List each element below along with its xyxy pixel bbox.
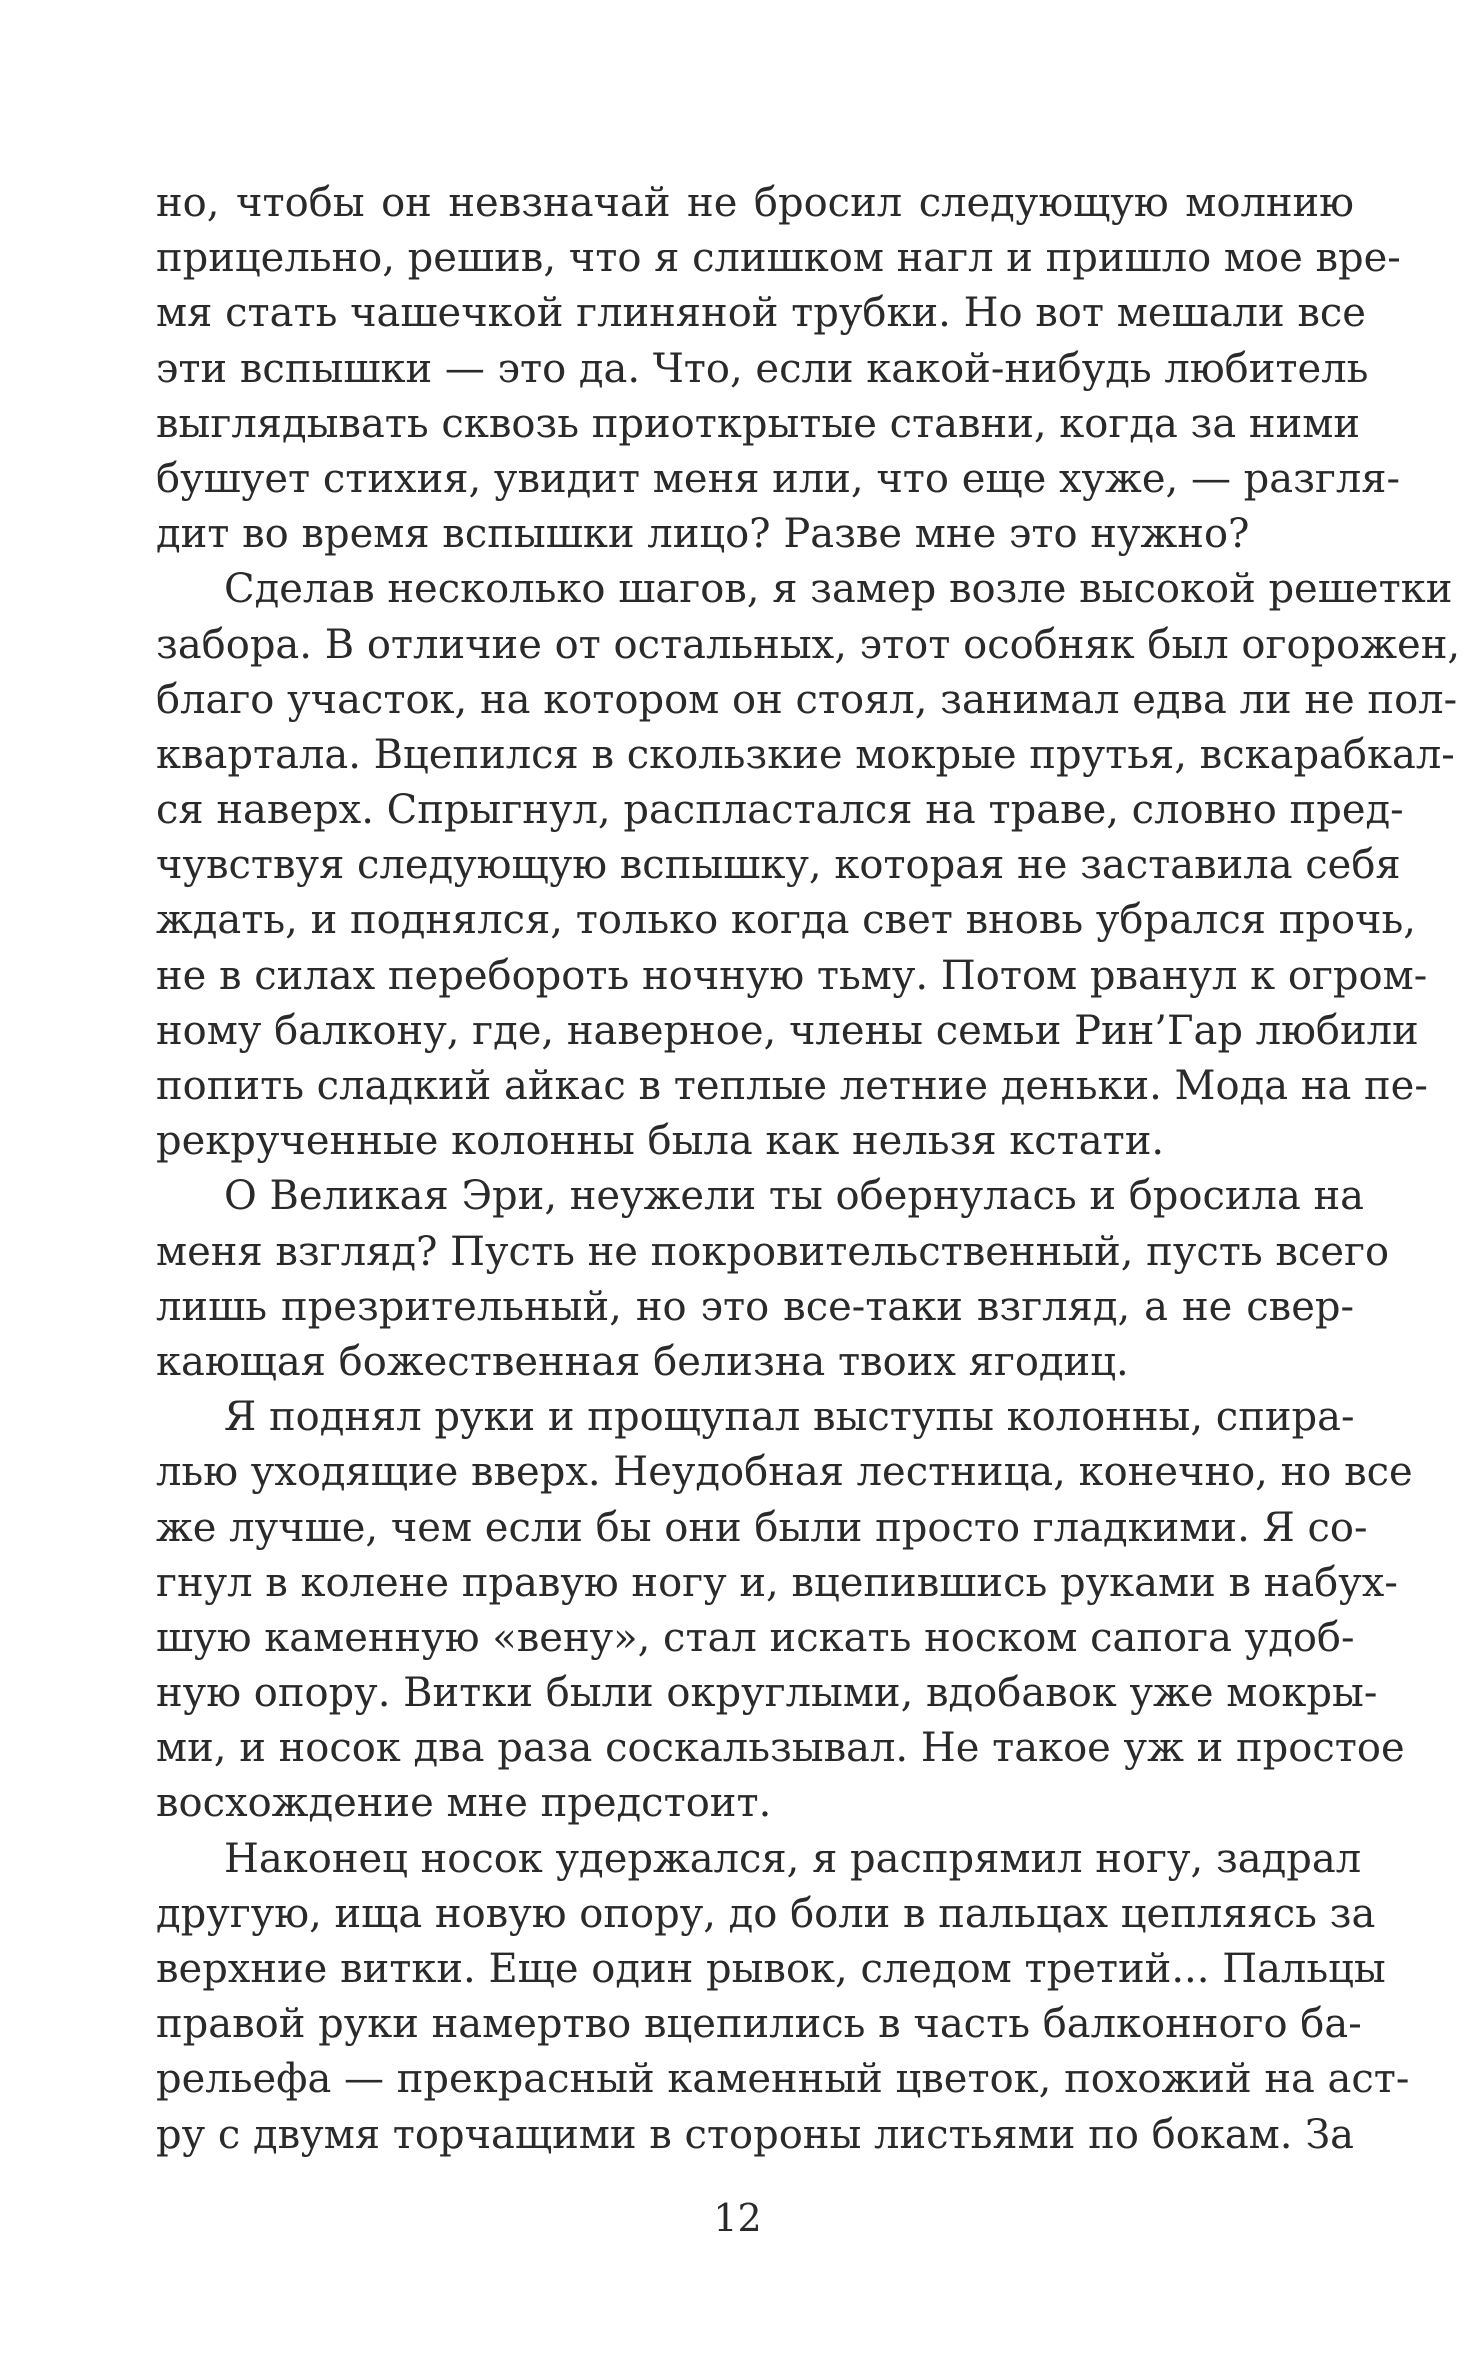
text-line: Сделав несколько шагов, я замер возле высокой решетки [224, 566, 1453, 613]
text-line: ждать, и поднялся, только когда свет вновь убрался прочь, [156, 897, 1416, 944]
text-line: правой руки намертво вцепились в часть балконного ба- [156, 2001, 1362, 2048]
book-page-text [156, 176, 1461, 2163]
text-line: же лучше, чем если бы они были просто гладкими. Я со- [156, 1504, 1368, 1551]
paragraph [156, 562, 1461, 1169]
text-line: выглядывать сквозь приоткрытые ставни, когда за ними [156, 400, 1361, 447]
text-line: забора. В отличие от остальных, этот особняк был огорожен, [156, 621, 1461, 668]
text-line: квартала. Вцепился в скользкие мокрые прутья, вскарабкал- [156, 731, 1455, 778]
text-line: лью уходящие вверх. Неудобная лестница, конечно, но все [156, 1449, 1413, 1496]
text-line: рельефа — прекрасный каменный цветок, похожий на аст- [156, 2056, 1410, 2103]
text-line: ную опору. Витки были округлыми, вдобавок уже мокры- [156, 1670, 1378, 1717]
paragraph [156, 176, 1401, 562]
text-line: меня взгляд? Пусть не покровительственный, пусть всего [156, 1228, 1390, 1275]
text-line: кающая божественная белизна твоих ягодиц. [156, 1338, 1129, 1385]
page-number: 12 [713, 2196, 762, 2240]
text-line: О Великая Эри, неужели ты обернулась и бросила на [224, 1173, 1365, 1220]
text-line: Я поднял руки и прощупал выступы колонны, спира- [224, 1394, 1355, 1441]
text-line: дит во время вспышки лицо? Разве мне это нужно? [156, 511, 1250, 558]
text-line: восхождение мне предстоит. [156, 1780, 772, 1827]
text-line: мя стать чашечкой глиняной трубки. Но вот мешали все [156, 290, 1366, 337]
text-line: благо участок, на котором он стоял, занимал едва ли не пол- [156, 676, 1458, 723]
text-line: эти вспышки — это да. Что, если какой-нибудь любитель [156, 345, 1369, 392]
text-line: прицельно, решив, что я слишком нагл и пришло мое вре- [156, 235, 1401, 282]
text-line: шую каменную «вену», стал искать носком сапога удоб- [156, 1614, 1355, 1661]
text-line: но, чтобы он невзначай не бросил следующую молнию [156, 180, 1354, 226]
text-line: попить сладкий айкас в теплые летние деньки. Мода на пе- [156, 1063, 1428, 1109]
paragraph [156, 1390, 1413, 1832]
text-line: ся наверх. Спрыгнул, распластался на траве, словно пред- [156, 787, 1404, 834]
text-line: бушует стихия, увидит меня или, что еще хуже, — разгля- [156, 455, 1401, 502]
text-line: не в силах перебороть ночную тьму. Потом рванул к огром- [156, 952, 1428, 999]
text-line: лишь презрительный, но это все-таки взгляд, а не свер- [156, 1283, 1354, 1330]
text-line: Наконец носок удержался, я распрямил ногу, задрал [224, 1835, 1362, 1882]
text-line: верхние витки. Еще один рывок, следом третий... Пальцы [156, 1946, 1386, 1992]
text-line: гнул в колене правую ногу и, вцепившись руками в набух- [156, 1559, 1398, 1606]
text-line: чувствуя следующую вспышку, которая не заставила себя [156, 842, 1401, 889]
text-line: другую, ища новую опору, до боли в пальцах цепляясь за [156, 1890, 1376, 1937]
text-line: ми, и носок два раза соскальзывал. Не такое уж и простое [156, 1725, 1405, 1772]
paragraph [156, 1169, 1390, 1390]
text-line: ру с двумя торчащими в стороны листьями по бокам. За [156, 2111, 1354, 2158]
text-line: ному балкону, где, наверное, члены семьи Рин’Гар любили [156, 1007, 1419, 1054]
text-line: рекрученные колонны была как нельзя кстати. [156, 1118, 1165, 1165]
paragraph [156, 1832, 1410, 2163]
